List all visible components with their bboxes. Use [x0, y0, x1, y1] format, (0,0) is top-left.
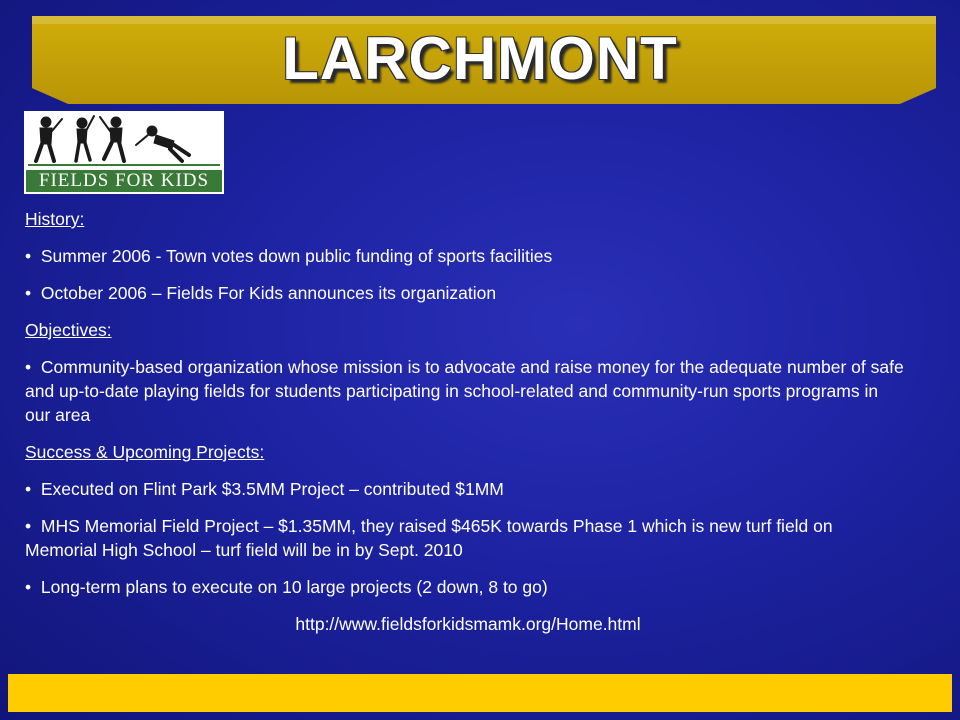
objectives-heading: Objectives: [25, 320, 112, 340]
logo-text: FIELDS FOR KIDS [26, 170, 222, 192]
bullet: • [25, 283, 32, 303]
success-item [25, 477, 905, 501]
website-link[interactable]: http://www.fieldsforkidsmamk.org/Home.html [295, 614, 641, 634]
success-item-text: Executed on Flint Park $3.5MM Project – contributed $1MM [40, 479, 504, 499]
success-item [25, 514, 905, 562]
bullet: • [25, 516, 32, 536]
history-item [25, 244, 905, 268]
fields-for-kids-logo [24, 111, 224, 194]
slide-title: LARCHMONT [282, 25, 678, 92]
objectives-item [25, 355, 905, 427]
success-heading: Success & Upcoming Projects: [25, 442, 265, 462]
bullet: • [25, 479, 32, 499]
bullet: • [25, 357, 32, 377]
bullet: • [25, 246, 32, 266]
bullet: • [25, 577, 32, 597]
history-item-text: Summer 2006 - Town votes down public funding of sports facilities [40, 246, 553, 266]
title-banner-highlight [32, 16, 936, 24]
players-illustration [24, 111, 224, 171]
history-heading: History: [25, 209, 85, 229]
slide-content [25, 207, 905, 649]
history-item [25, 281, 905, 305]
success-item [25, 575, 905, 599]
bottom-bar [8, 674, 952, 712]
success-item-text: Long-term plans to execute on 10 large projects (2 down, 8 to go) [40, 577, 548, 597]
history-item-text: October 2006 – Fields For Kids announces its organization [40, 283, 497, 303]
objectives-item-text: Community-based organization whose mission is to advocate and raise money for the adequate number of safe and up-to-date playing fields for students participating in school-related and community-run sports programs in our area [25, 357, 904, 425]
success-item-text: MHS Memorial Field Project – $1.35MM, they raised $465K towards Phase 1 which is new turf field on Memorial High School – turf field will be in by Sept. 2010 [25, 516, 833, 560]
